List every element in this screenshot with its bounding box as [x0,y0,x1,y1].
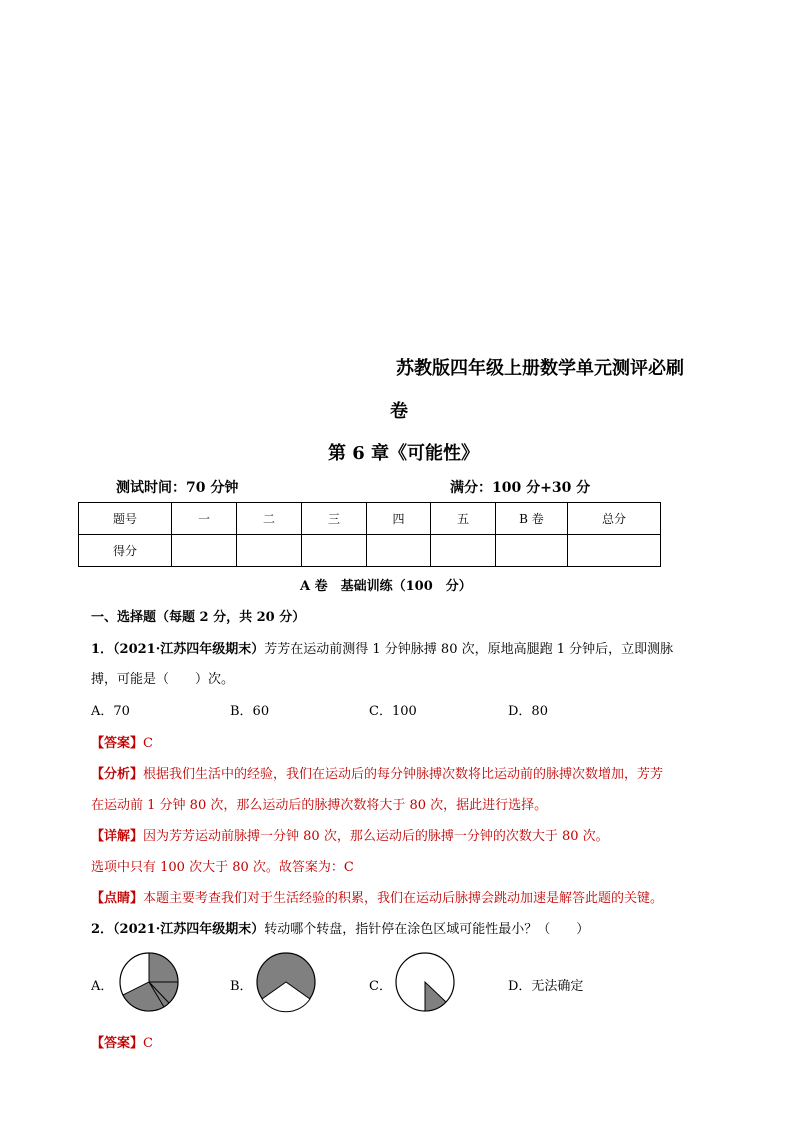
score-header-cell: 总分 [568,503,661,535]
q1-detail-line2: 选项中只有 100 次大于 80 次。故答案为：C [91,860,354,875]
answer-tag: 【答案】 [91,1036,144,1051]
score-row-label: 得分 [79,535,172,567]
q1-option-c: C．100 [369,704,417,719]
comment-tag: 【点睛】 [91,891,144,906]
score-cell [496,535,568,567]
analysis-tag: 【分析】 [91,767,144,782]
score-cell [302,535,367,567]
q1-source: 1．（2021·江苏四年级期末） [91,642,265,657]
section-a-heading: A 卷 基础训练（100 分） [300,579,472,594]
full-score: 满分：100 分+30 分 [450,480,591,496]
detail-tag: 【详解】 [91,829,144,844]
analysis-text: 根据我们生活中的经验，我们在运动后的每分钟脉搏次数将比运动前的脉搏次数增加，芳芳 [143,767,664,782]
part1-heading: 一、选择题（每题 2 分，共 20 分） [91,610,306,625]
score-header-cell: 一 [172,503,237,535]
answer-value: C [143,736,153,751]
q1-detail-line1 [91,825,609,844]
score-cell [431,535,496,567]
q1-stem-line2: 搏，可能是（ ）次。 [91,672,235,687]
score-header-cell: 二 [237,503,302,535]
q1-option-d: D．80 [508,704,548,719]
detail-text: 因为芳芳运动前脉搏一分钟 80 次，那么运动后的脉搏一分钟的次数大于 80 次。 [143,829,609,844]
doc-title-line1: 苏教版四年级上册数学单元测评必刷 [396,358,684,379]
score-cell [568,535,661,567]
chapter-title: 第 6 章《可能性》 [328,443,480,464]
score-header-cell: 三 [302,503,367,535]
score-table [78,502,661,567]
q1-stem-line1 [91,638,673,657]
score-header-cell: 题号 [79,503,172,535]
score-header-cell: 四 [367,503,431,535]
q1-option-a: A．70 [91,704,130,719]
q1-analysis-line1 [91,763,663,782]
score-cell [172,535,237,567]
q1-answer [91,732,153,751]
doc-title-line2: 卷 [390,401,408,422]
score-table-header-row [79,503,661,535]
score-header-cell: 五 [431,503,496,535]
q2-option-c-label: C． [369,979,392,994]
answer-tag: 【答案】 [91,736,144,751]
score-cell [237,535,302,567]
test-time: 测试时间：70 分钟 [116,480,239,496]
spinner-c-icon [394,951,456,1013]
q2-option-b-label: B． [230,979,253,994]
spinner-b-icon [255,951,317,1013]
score-table-score-row [79,535,661,567]
q2-stem-text: 转动哪个转盘，指针停在涂色区域可能性最小？（ ） [264,922,590,937]
spinner-a-icon [118,951,180,1013]
score-cell [367,535,431,567]
q2-answer [91,1032,153,1051]
q1-comment [91,887,663,906]
answer-value: C [143,1036,153,1051]
q2-option-a-label: A． [91,979,114,994]
q2-option-d: D．无法确定 [508,979,584,994]
q1-analysis-line2: 在运动前 1 分钟 80 次，那么运动后的脉搏次数将大于 80 次，据此进行选择。 [91,798,548,813]
comment-text: 本题主要考查我们对于生活经验的积累，我们在运动后脉搏会跳动加速是解答此题的关键。 [143,891,664,906]
q1-stem-text: 芳芳在运动前测得 1 分钟脉搏 80 次，原地高腿跑 1 分钟后，立即测脉 [264,642,674,657]
q1-option-b: B．60 [230,704,270,719]
score-header-cell: B 卷 [496,503,568,535]
q2-source: 2．（2021·江苏四年级期末） [91,922,265,937]
q2-stem [91,918,589,937]
